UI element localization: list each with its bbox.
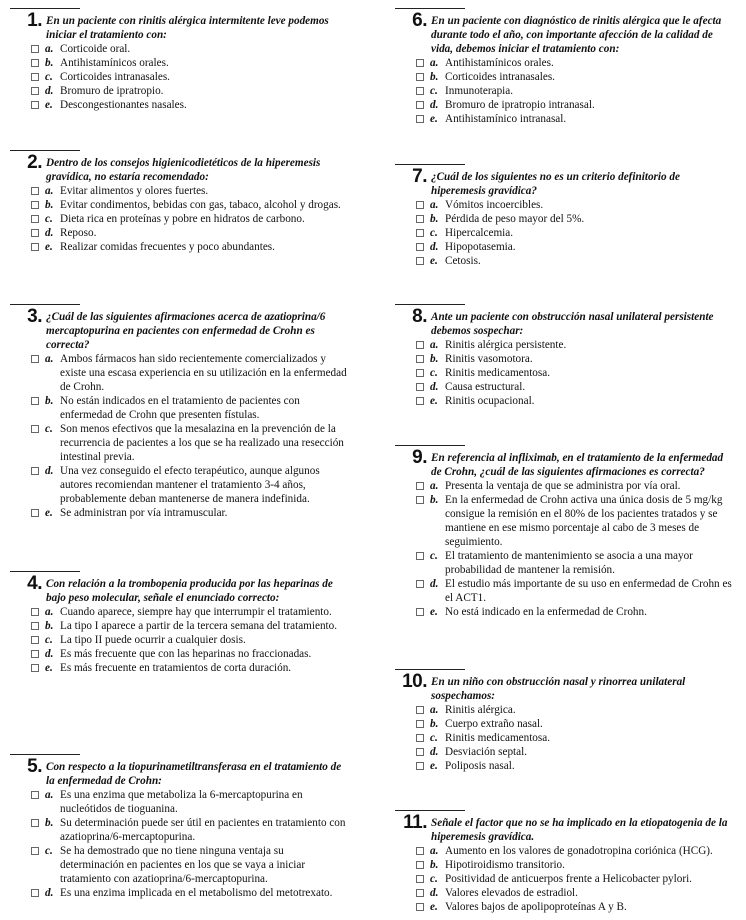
option-letter: e. — [45, 662, 53, 674]
option-text: Descongestionantes nasales. — [60, 99, 187, 111]
question-4 — [10, 571, 350, 675]
option-letter: c. — [430, 367, 438, 379]
option-letter: a. — [430, 704, 439, 716]
checkbox-icon[interactable] — [416, 720, 424, 728]
option-text: Poliposis nasal. — [445, 760, 515, 772]
option-letter: d. — [45, 887, 54, 899]
answer-option[interactable] — [31, 70, 350, 84]
question-divider — [395, 304, 465, 305]
answer-option[interactable] — [416, 226, 735, 240]
answer-option[interactable] — [31, 647, 350, 661]
answer-option[interactable] — [416, 731, 735, 745]
answer-option[interactable] — [31, 198, 350, 212]
checkbox-icon[interactable] — [416, 201, 424, 209]
question-number: 8. — [412, 306, 427, 327]
question-text: Con relación a la trombopenia producida por las heparinas de bajo peso molecular, señale el enunciado correcto: — [46, 578, 333, 604]
option-letter: a. — [45, 789, 54, 801]
answer-options — [10, 42, 350, 112]
answer-option[interactable] — [416, 338, 735, 352]
option-letter: b. — [45, 620, 54, 632]
option-letter: d. — [45, 648, 54, 660]
option-text: El tratamiento de mantenimiento se asocia a una mayor probabilidad de mantener la remisión. — [445, 550, 693, 576]
option-text: Es más frecuente en tratamientos de corta duración. — [60, 662, 292, 674]
question-number: 1. — [27, 10, 42, 31]
checkbox-icon[interactable] — [416, 397, 424, 405]
checkbox-icon[interactable] — [416, 369, 424, 377]
checkbox-icon[interactable] — [416, 608, 424, 616]
answer-option[interactable] — [416, 366, 735, 380]
option-letter: e. — [430, 760, 438, 772]
answer-option[interactable] — [416, 900, 735, 914]
question-1 — [10, 8, 350, 112]
checkbox-icon[interactable] — [416, 215, 424, 223]
answer-option[interactable] — [416, 479, 735, 493]
question-text: En un paciente con diagnóstico de rinitis alérgica que le afecta durante todo el año, con importante afección de la calidad de vida, debemos iniciar el tratamiento con: — [431, 15, 722, 55]
answer-options — [395, 198, 735, 268]
answer-option[interactable] — [416, 886, 735, 900]
question-number: 9. — [412, 447, 427, 468]
question-header — [10, 10, 350, 42]
checkbox-icon[interactable] — [31, 59, 39, 67]
option-text: Rinitis medicamentosa. — [445, 732, 551, 744]
question-text: En un paciente con rinitis alérgica intermitente leve podemos iniciar el tratamiento con: — [46, 15, 329, 41]
answer-option[interactable] — [31, 788, 350, 816]
option-text: Valores elevados de estradiol. — [445, 887, 578, 899]
option-letter: e. — [45, 99, 53, 111]
question-text: ¿Cuál de las siguientes afirmaciones acerca de azatioprina/6 mercaptopurina en pacientes con enfermedad de Crohn es correcta? — [46, 311, 326, 351]
answer-option[interactable] — [416, 493, 735, 549]
question-6 — [395, 8, 735, 126]
option-letter: b. — [430, 213, 439, 225]
checkbox-icon[interactable] — [416, 706, 424, 714]
checkbox-icon[interactable] — [416, 257, 424, 265]
checkbox-icon[interactable] — [416, 101, 424, 109]
answer-options — [10, 184, 350, 254]
option-letter: a. — [45, 353, 54, 365]
question-divider — [395, 669, 465, 670]
answer-option[interactable] — [31, 886, 350, 900]
checkbox-icon[interactable] — [31, 187, 39, 195]
question-text: Señale el factor que no se ha implicado en la etiopatogenia de la hiperemesis gravídica. — [431, 817, 728, 843]
option-text: Inmunoterapia. — [445, 85, 514, 97]
option-letter: c. — [45, 71, 53, 83]
question-header — [10, 152, 350, 184]
option-text: Rinitis medicamentosa. — [445, 367, 551, 379]
option-text: En la enfermedad de Crohn activa una única dosis de 5 mg/kg consigue la remisión en el 80% de los pacientes tratados y se mantiene en ese mismo porcentaje al cabo de 3 meses de seguimiento. — [445, 494, 723, 548]
option-text: Evitar alimentos y olores fuertes. — [60, 185, 209, 197]
answer-option[interactable] — [416, 98, 735, 112]
option-text: Corticoide oral. — [60, 43, 131, 55]
checkbox-icon[interactable] — [31, 229, 39, 237]
answer-option[interactable] — [416, 605, 735, 619]
option-letter: a. — [45, 185, 54, 197]
answer-option[interactable] — [31, 56, 350, 70]
option-letter: e. — [45, 241, 53, 253]
checkbox-icon[interactable] — [31, 243, 39, 251]
option-text: Desviación septal. — [445, 746, 528, 758]
question-number: 5. — [27, 756, 42, 777]
option-text: Aumento en los valores de gonadotropina coriónica (HCG). — [445, 845, 713, 857]
question-divider — [10, 8, 80, 9]
checkbox-icon[interactable] — [416, 73, 424, 81]
option-letter: b. — [45, 395, 54, 407]
answer-option[interactable] — [416, 212, 735, 226]
checkbox-icon[interactable] — [416, 552, 424, 560]
option-letter: c. — [430, 550, 438, 562]
question-header — [395, 166, 735, 198]
checkbox-icon[interactable] — [416, 355, 424, 363]
question-10 — [395, 669, 735, 773]
checkbox-icon[interactable] — [416, 861, 424, 869]
option-letter: e. — [430, 606, 438, 618]
checkbox-icon[interactable] — [31, 509, 39, 517]
option-letter: b. — [430, 494, 439, 506]
answer-option[interactable] — [416, 240, 735, 254]
question-divider — [395, 8, 465, 9]
answer-option[interactable] — [416, 717, 735, 731]
option-letter: c. — [430, 85, 438, 97]
option-letter: c. — [430, 227, 438, 239]
option-text: Hipopotasemia. — [445, 241, 516, 253]
question-number: 2. — [27, 152, 42, 173]
option-text: Una vez conseguido el efecto terapéutico, aunque algunos autores recomiendan mantener el tratamiento 3-4 años, probablemente deban mantenerse de manera indefinida. — [60, 465, 320, 505]
answer-options — [10, 352, 350, 520]
answer-option[interactable] — [416, 112, 735, 126]
option-text: Reposo. — [60, 227, 97, 239]
option-text: Pérdida de peso mayor del 5%. — [445, 213, 585, 225]
checkbox-icon[interactable] — [31, 636, 39, 644]
question-header — [10, 306, 350, 352]
checkbox-icon[interactable] — [31, 847, 39, 855]
question-text: ¿Cuál de los siguientes no es un criterio definitorio de hiperemesis gravídica? — [431, 171, 680, 197]
checkbox-icon[interactable] — [416, 875, 424, 883]
answer-options — [395, 338, 735, 408]
option-text: Rinitis ocupacional. — [445, 395, 535, 407]
option-letter: d. — [430, 241, 439, 253]
option-text: No está indicado en la enfermedad de Crohn. — [445, 606, 647, 618]
option-text: Antihistamínicos orales. — [60, 57, 169, 69]
option-text: Dieta rica en proteínas y pobre en hidratos de carbono. — [60, 213, 305, 225]
checkbox-icon[interactable] — [31, 608, 39, 616]
question-2 — [10, 150, 350, 254]
option-letter: e. — [430, 395, 438, 407]
checkbox-icon[interactable] — [416, 229, 424, 237]
checkbox-icon[interactable] — [416, 115, 424, 123]
question-text: Ante un paciente con obstrucción nasal unilateral persistente debemos sospechar: — [431, 311, 714, 337]
answer-options — [10, 788, 350, 900]
answer-option[interactable] — [31, 844, 350, 886]
answer-option[interactable] — [31, 84, 350, 98]
option-letter: b. — [45, 817, 54, 829]
option-text: Bromuro de ipratropio. — [60, 85, 164, 97]
option-text: No están indicados en el tratamiento de pacientes con enfermedad de Crohn que presenten fístulas. — [60, 395, 300, 421]
option-letter: b. — [45, 199, 54, 211]
answer-option[interactable] — [31, 98, 350, 112]
checkbox-icon[interactable] — [416, 243, 424, 251]
option-text: Antihistamínicos orales. — [445, 57, 554, 69]
option-text: Vómitos incoercibles. — [445, 199, 544, 211]
option-letter: c. — [45, 423, 53, 435]
checkbox-icon[interactable] — [416, 482, 424, 490]
option-letter: a. — [430, 480, 439, 492]
checkbox-icon[interactable] — [416, 87, 424, 95]
option-letter: c. — [430, 873, 438, 885]
option-text: Su determinación puede ser útil en pacientes en tratamiento con azatioprina/6-mercaptopurina. — [60, 817, 346, 843]
option-text: Se administran por vía intramuscular. — [60, 507, 228, 519]
checkbox-icon[interactable] — [416, 889, 424, 897]
answer-option[interactable] — [31, 240, 350, 254]
option-letter: a. — [430, 339, 439, 351]
option-text: Rinitis alérgica. — [445, 704, 516, 716]
option-letter: d. — [45, 85, 54, 97]
question-number: 4. — [27, 573, 42, 594]
answer-options — [10, 605, 350, 675]
option-text: Evitar condimentos, bebidas con gas, tabaco, alcohol y drogas. — [60, 199, 341, 211]
answer-option[interactable] — [31, 42, 350, 56]
question-divider — [10, 150, 80, 151]
checkbox-icon[interactable] — [416, 847, 424, 855]
question-text: Dentro de los consejos higienicodietéticos de la hiperemesis gravídica, no estaría recomendado: — [46, 157, 321, 183]
answer-option[interactable] — [31, 422, 350, 464]
answer-option[interactable] — [416, 56, 735, 70]
option-text: Hipotiroidismo transitorio. — [445, 859, 565, 871]
checkbox-icon[interactable] — [416, 762, 424, 770]
answer-option[interactable] — [31, 633, 350, 647]
option-text: Corticoides intranasales. — [60, 71, 170, 83]
checkbox-icon[interactable] — [31, 819, 39, 827]
answer-option[interactable] — [416, 872, 735, 886]
option-letter: d. — [45, 465, 54, 477]
answer-option[interactable] — [31, 352, 350, 394]
question-number: 11. — [403, 812, 427, 833]
question-header — [10, 573, 350, 605]
answer-option[interactable] — [416, 254, 735, 268]
answer-options — [395, 844, 735, 914]
option-letter: e. — [45, 507, 53, 519]
option-letter: d. — [45, 227, 54, 239]
checkbox-icon[interactable] — [31, 397, 39, 405]
option-text: La tipo I aparece a partir de la tercera semana del tratamiento. — [60, 620, 338, 632]
question-text: En referencia al infliximab, en el tratamiento de la enfermedad de Crohn, ¿cuál de las siguientes afirmaciones es correcta? — [431, 452, 724, 478]
option-text: Rinitis vasomotora. — [445, 353, 533, 365]
question-header — [395, 812, 735, 844]
answer-option[interactable] — [416, 394, 735, 408]
option-letter: e. — [430, 901, 438, 913]
answer-options — [395, 479, 735, 619]
checkbox-icon[interactable] — [31, 664, 39, 672]
question-divider — [395, 445, 465, 446]
question-11 — [395, 810, 735, 914]
question-divider — [10, 304, 80, 305]
checkbox-icon[interactable] — [416, 903, 424, 911]
option-letter: d. — [430, 381, 439, 393]
option-text: Antihistamínico intranasal. — [445, 113, 567, 125]
option-text: Presenta la ventaja de que se administra por vía oral. — [445, 480, 681, 492]
option-letter: c. — [45, 845, 53, 857]
question-number: 3. — [27, 306, 42, 327]
option-letter: a. — [430, 57, 439, 69]
checkbox-icon[interactable] — [31, 889, 39, 897]
option-text: Hipercalcemia. — [445, 227, 514, 239]
option-text: El estudio más importante de su uso en enfermedad de Crohn es el ACT1. — [445, 578, 732, 604]
option-text: Cuando aparece, siempre hay que interrumpir el tratamiento. — [60, 606, 332, 618]
option-letter: d. — [430, 887, 439, 899]
question-header — [395, 671, 735, 703]
option-letter: a. — [430, 845, 439, 857]
answer-option[interactable] — [416, 549, 735, 577]
option-letter: c. — [45, 213, 53, 225]
checkbox-icon[interactable] — [416, 59, 424, 67]
answer-option[interactable] — [416, 844, 735, 858]
checkbox-icon[interactable] — [31, 425, 39, 433]
checkbox-icon[interactable] — [31, 73, 39, 81]
option-text: Cuerpo extraño nasal. — [445, 718, 543, 730]
checkbox-icon[interactable] — [416, 341, 424, 349]
option-text: Ambos fármacos han sido recientemente comercializados y existe una escasa experiencia en su utilización en la enfermedad de Crohn. — [60, 353, 347, 393]
option-letter: a. — [430, 199, 439, 211]
option-text: Cetosis. — [445, 255, 481, 267]
question-7 — [395, 164, 735, 268]
option-letter: b. — [430, 859, 439, 871]
option-text: Causa estructural. — [445, 381, 526, 393]
option-text: Corticoides intranasales. — [445, 71, 555, 83]
checkbox-icon[interactable] — [31, 791, 39, 799]
answer-option[interactable] — [416, 70, 735, 84]
question-text: En un niño con obstrucción nasal y rinorrea unilateral sospechamos: — [431, 676, 686, 702]
checkbox-icon[interactable] — [31, 201, 39, 209]
option-letter: e. — [430, 255, 438, 267]
answer-option[interactable] — [31, 619, 350, 633]
option-letter: b. — [45, 57, 54, 69]
answer-option[interactable] — [416, 858, 735, 872]
option-letter: d. — [430, 99, 439, 111]
checkbox-icon[interactable] — [416, 580, 424, 588]
option-text: Es una enzima implicada en el metabolismo del metotrexato. — [60, 887, 333, 899]
option-text: Realizar comidas frecuentes y poco abundantes. — [60, 241, 275, 253]
question-number: 10. — [402, 671, 427, 692]
answer-option[interactable] — [31, 661, 350, 675]
question-header — [395, 306, 735, 338]
checkbox-icon[interactable] — [416, 383, 424, 391]
answer-option[interactable] — [416, 380, 735, 394]
answer-option[interactable] — [416, 352, 735, 366]
answer-option[interactable] — [416, 198, 735, 212]
option-letter: b. — [430, 71, 439, 83]
option-text: Rinitis alérgica persistente. — [445, 339, 567, 351]
answer-option[interactable] — [31, 605, 350, 619]
option-text: Son menos efectivos que la mesalazina en la prevención de la recurrencia de pacientes a los que se ha realizado una resección intestinal previa. — [60, 423, 344, 463]
answer-option[interactable] — [31, 212, 350, 226]
question-text: Con respecto a la tiopurinametiltransferasa en el tratamiento de la enfermedad de Crohn: — [46, 761, 342, 787]
checkbox-icon[interactable] — [31, 101, 39, 109]
question-header — [395, 447, 735, 479]
option-text: Es una enzima que metaboliza la 6-mercaptopurina en nucleótidos de tioguanina. — [60, 789, 303, 815]
option-letter: c. — [45, 634, 53, 646]
option-text: Valores bajos de apolipoproteínas A y B. — [445, 901, 627, 913]
answer-option[interactable] — [31, 506, 350, 520]
answer-option[interactable] — [416, 577, 735, 605]
question-divider — [395, 164, 465, 165]
option-text: Bromuro de ipratropio intranasal. — [445, 99, 595, 111]
option-letter: d. — [430, 746, 439, 758]
option-text: La tipo II puede ocurrir a cualquier dosis. — [60, 634, 246, 646]
question-divider — [10, 571, 80, 572]
answer-option[interactable] — [31, 226, 350, 240]
checkbox-icon[interactable] — [416, 734, 424, 742]
option-letter: e. — [430, 113, 438, 125]
question-divider — [10, 754, 80, 755]
question-number: 7. — [412, 166, 427, 187]
option-text: Es más frecuente que con las heparinas no fraccionadas. — [60, 648, 312, 660]
option-text: Se ha demostrado que no tiene ninguna ventaja su determinación en pacientes en los que se vaya a iniciar tratamiento con azatioprina/6-mercaptopurina. — [60, 845, 306, 885]
checkbox-icon[interactable] — [416, 748, 424, 756]
question-9 — [395, 445, 735, 619]
answer-option[interactable] — [31, 184, 350, 198]
answer-options — [395, 56, 735, 126]
question-5 — [10, 754, 350, 900]
checkbox-icon[interactable] — [31, 622, 39, 630]
option-letter: c. — [430, 732, 438, 744]
option-letter: d. — [430, 578, 439, 590]
answer-option[interactable] — [416, 745, 735, 759]
question-header — [395, 10, 735, 56]
checkbox-icon[interactable] — [31, 215, 39, 223]
option-text: Positividad de anticuerpos frente a Helicobacter pylori. — [445, 873, 692, 885]
checkbox-icon[interactable] — [31, 45, 39, 53]
checkbox-icon[interactable] — [31, 467, 39, 475]
checkbox-icon[interactable] — [31, 355, 39, 363]
answer-option[interactable] — [416, 759, 735, 773]
checkbox-icon[interactable] — [416, 496, 424, 504]
answer-option[interactable] — [416, 84, 735, 98]
answer-options — [395, 703, 735, 773]
option-letter: b. — [430, 353, 439, 365]
question-header — [10, 756, 350, 788]
option-letter: b. — [430, 718, 439, 730]
checkbox-icon[interactable] — [31, 87, 39, 95]
answer-option[interactable] — [416, 703, 735, 717]
question-3 — [10, 304, 350, 520]
question-number: 6. — [412, 10, 427, 31]
answer-option[interactable] — [31, 464, 350, 506]
answer-option[interactable] — [31, 816, 350, 844]
answer-option[interactable] — [31, 394, 350, 422]
option-letter: a. — [45, 43, 54, 55]
checkbox-icon[interactable] — [31, 650, 39, 658]
question-8 — [395, 304, 735, 408]
option-letter: a. — [45, 606, 54, 618]
question-divider — [395, 810, 465, 811]
